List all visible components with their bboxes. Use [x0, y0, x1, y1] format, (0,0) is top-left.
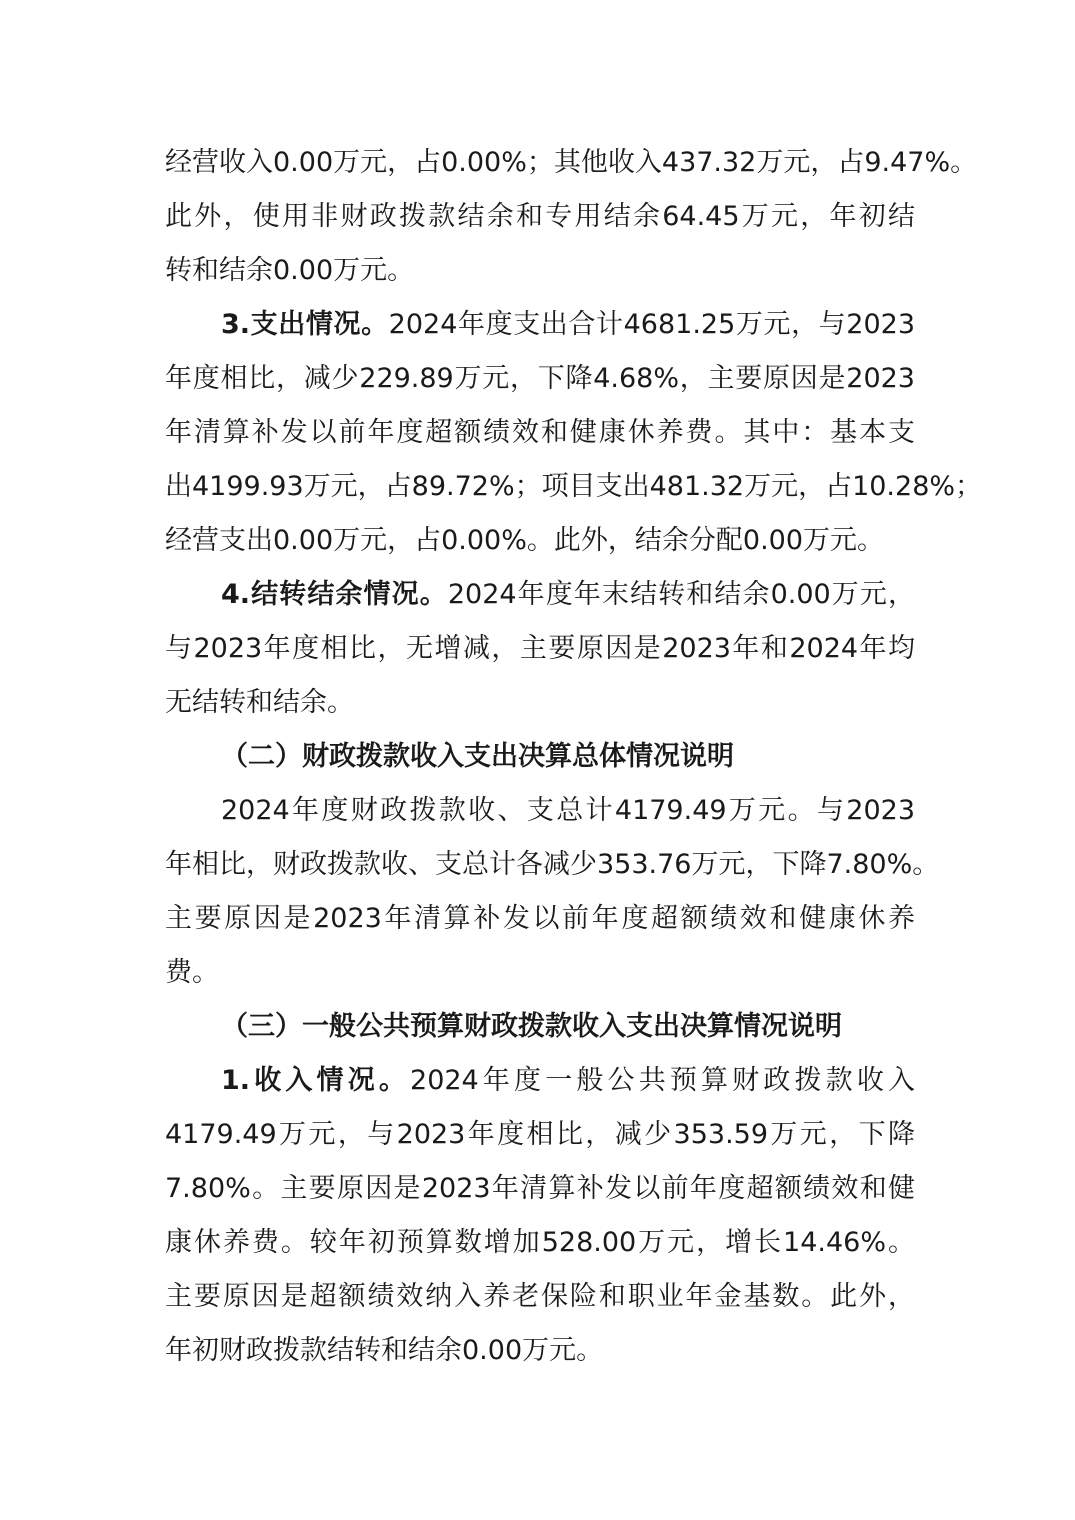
section-heading: （二）财政拨款收入支出决算总体情况说明: [221, 741, 734, 772]
paragraph-line: 4179.49万元，与2023年度相比，减少353.59万元，下降: [165, 1119, 915, 1150]
paragraph-line: 与2023年度相比，无增减，主要原因是2023年和2024年均: [165, 633, 915, 664]
paragraph-line: 年初财政拨款结转和结余0.00万元。: [165, 1335, 604, 1366]
paragraph-line: 年清算补发以前年度超额绩效和健康休养费。其中：基本支: [165, 417, 915, 448]
paragraph-line: 7.80%。主要原因是2023年清算补发以前年度超额绩效和健: [165, 1173, 915, 1204]
paragraph-line: 康休养费。较年初预算数增加528.00万元，增长14.46%。: [165, 1227, 915, 1258]
paragraph-line: 转和结余0.00万元。: [165, 255, 415, 286]
carryover-heading: 4.结转结余情况。: [221, 579, 448, 610]
paragraph-line: 1.收入情况。2024年度一般公共预算财政拨款收入: [221, 1065, 915, 1096]
paragraph-line: 主要原因是超额绩效纳入养老保险和职业年金基数。此外，: [165, 1281, 915, 1312]
paragraph-line: 2024年度财政拨款收、支总计4179.49万元。与2023: [221, 795, 915, 826]
paragraph-line: 年度相比，减少229.89万元，下降4.68%，主要原因是2023: [165, 363, 915, 394]
paragraph-line: 4.结转结余情况。2024年度年末结转和结余0.00万元，: [221, 579, 915, 610]
expense-heading: 3.支出情况。: [221, 309, 389, 340]
paragraph-line: 3.支出情况。2024年度支出合计4681.25万元，与2023: [221, 309, 915, 340]
paragraph-line: 出4199.93万元，占89.72%；项目支出481.32万元，占10.28%；: [165, 471, 983, 502]
paragraph-line: 无结转和结余。: [165, 687, 354, 718]
paragraph-line: 经营支出0.00万元，占0.00%。此外，结余分配0.00万元。: [165, 525, 885, 556]
income-heading: 1.收入情况。: [221, 1065, 411, 1096]
section-heading: （三）一般公共预算财政拨款收入支出决算情况说明: [221, 1011, 842, 1042]
paragraph-line: 主要原因是2023年清算补发以前年度超额绩效和健康休养: [165, 903, 915, 934]
document-page: [165, 136, 983, 1378]
paragraph-line: 此外，使用非财政拨款结余和专用结余64.45万元，年初结: [165, 201, 915, 232]
paragraph-line: 年相比，财政拨款收、支总计各减少353.76万元，下降7.80%。: [165, 849, 940, 880]
paragraph-line: 费。: [165, 957, 219, 988]
paragraph-line: 经营收入0.00万元，占0.00%；其他收入437.32万元，占9.47%。: [165, 147, 978, 178]
